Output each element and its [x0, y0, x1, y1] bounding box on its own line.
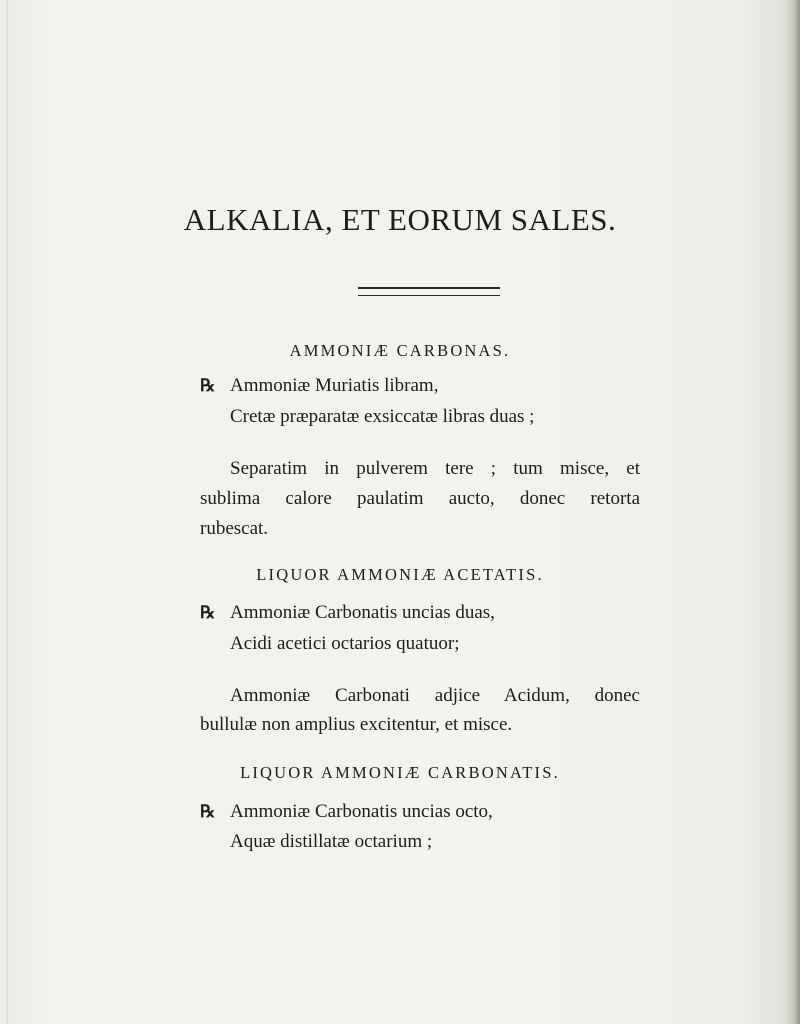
prescription-line	[200, 800, 493, 824]
section-heading-ammoniae-carbonas: AMMONIÆ CARBONAS.	[289, 341, 511, 360]
title-divider	[358, 287, 500, 296]
directions-line: rubescat.	[200, 518, 269, 539]
prescription-line: Aquæ distillatæ octarium ;	[230, 831, 433, 852]
recipe-symbol: ℞	[200, 376, 216, 395]
prescription-line: Acidi acetici octarios quatuor;	[230, 633, 460, 654]
page-edge-shadow	[786, 0, 800, 1024]
page-title: ALKALIA, ET EORUM SALES.	[183, 202, 617, 237]
recipe-symbol: ℞	[200, 802, 216, 821]
directions-line: Separatim in pulverem tere ; tum misce, et	[230, 458, 640, 479]
prescription-text: Ammoniæ Carbonatis uncias duas,	[230, 602, 495, 623]
directions-line: bullulæ non amplius excitentur, et misce.	[200, 714, 513, 735]
prescription-line	[200, 601, 495, 625]
section-heading-liquor-ammoniae-carbonatis: LIQUOR AMMONIÆ CARBONATIS.	[240, 763, 560, 782]
section-heading-liquor-ammoniae-acetatis: LIQUOR AMMONIÆ ACETATIS.	[256, 565, 544, 584]
page-fold	[6, 0, 8, 1024]
prescription-line	[200, 374, 438, 398]
recipe-symbol: ℞	[200, 603, 216, 622]
prescription-text: Ammoniæ Carbonatis uncias octo,	[230, 801, 493, 822]
directions-line: Ammoniæ Carbonati adjice Acidum, donec	[230, 685, 640, 706]
directions-line: sublima calore paulatim aucto, donec retorta	[200, 488, 640, 509]
prescription-line: Cretæ præparatæ exsiccatæ libras duas ;	[230, 406, 535, 427]
prescription-text: Ammoniæ Muriatis libram,	[230, 375, 439, 396]
